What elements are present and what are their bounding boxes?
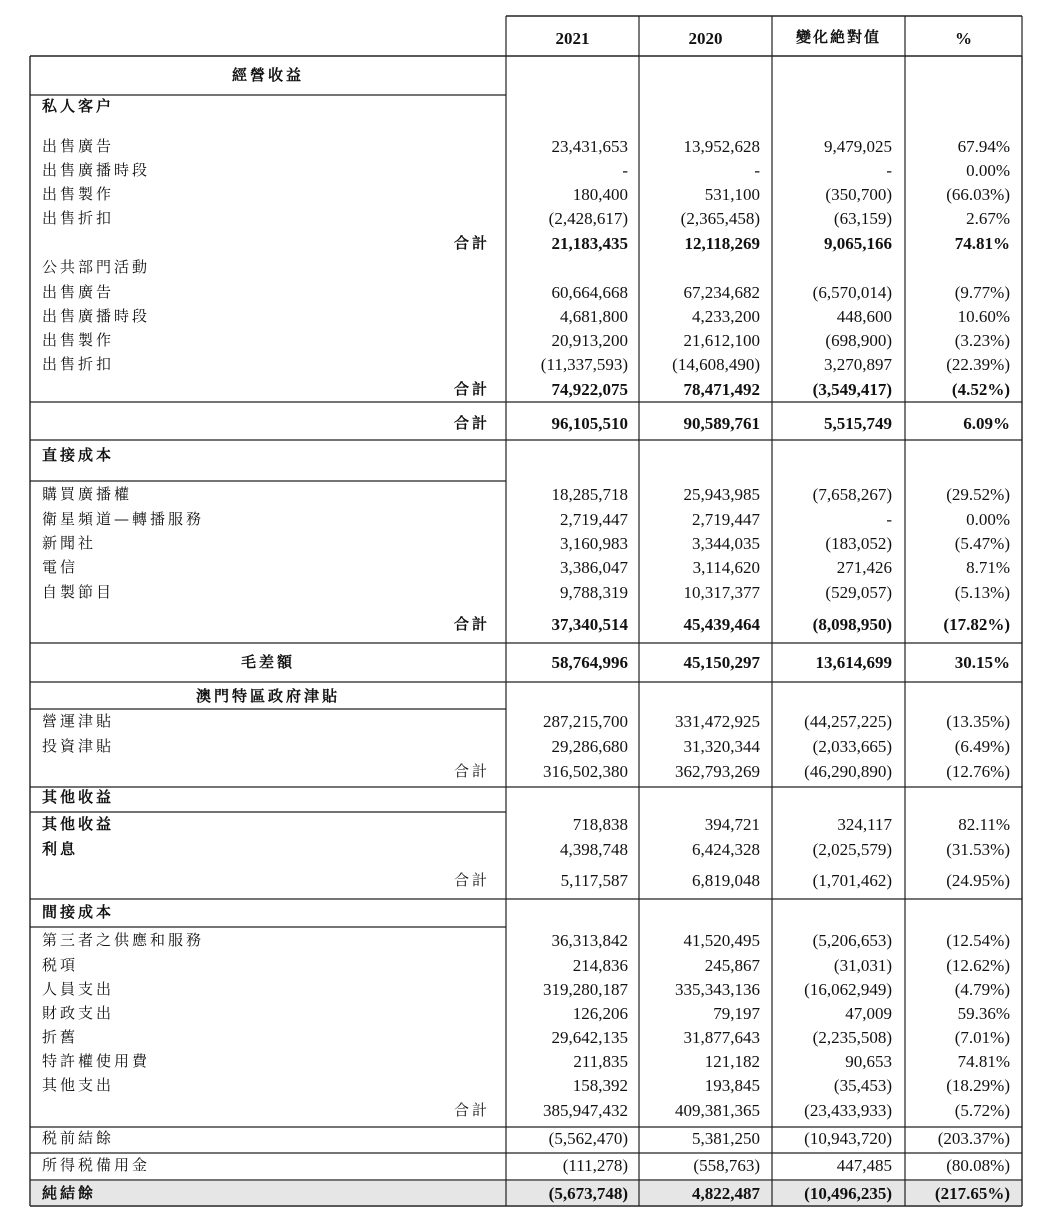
- value-percent: (18.29%): [946, 1076, 1010, 1095]
- value-percent: (217.65%): [934, 1184, 1010, 1203]
- table-row: [30, 1052, 1022, 1072]
- table-row: [30, 209, 1022, 229]
- table-row: [30, 1156, 1022, 1176]
- value-percent: (12.54%): [946, 931, 1010, 950]
- value-2020: 67,234,682: [683, 283, 760, 302]
- total-label: 合計: [453, 1101, 490, 1119]
- value-2020: 6,424,328: [692, 840, 760, 859]
- value-2021: 319,280,187: [543, 980, 628, 999]
- total-label: 合計: [453, 234, 490, 252]
- value-2020: 531,100: [704, 185, 760, 204]
- value-change: 448,600: [836, 307, 892, 326]
- value-percent: (24.95%): [946, 871, 1010, 890]
- value-2020: 45,150,297: [683, 653, 760, 672]
- value-2020: (558,763): [693, 1156, 760, 1175]
- subsection-title: 間接成本: [42, 903, 115, 921]
- value-2021: 37,340,514: [551, 615, 628, 634]
- value-percent: (12.62%): [946, 956, 1010, 975]
- row-label: 出售製作: [42, 185, 115, 203]
- value-percent: (5.72%): [954, 1101, 1010, 1120]
- value-2021: 58,764,996: [551, 653, 628, 672]
- table-row: [30, 258, 1022, 278]
- value-change: (46,290,890): [804, 762, 892, 781]
- table-row: [30, 903, 1022, 923]
- total-label: 合計: [453, 380, 490, 398]
- subsection-title: 直接成本: [42, 446, 115, 464]
- value-2021: 4,398,748: [560, 840, 628, 859]
- value-change: (529,057): [825, 583, 892, 602]
- value-2020: (2,365,458): [680, 209, 760, 228]
- total-label: 合計: [453, 414, 490, 432]
- value-change: (1,701,462): [812, 871, 892, 890]
- value-change: 3,270,897: [824, 355, 892, 374]
- total-label: 合計: [453, 615, 490, 633]
- table-row: [30, 307, 1022, 327]
- value-change: (31,031): [833, 956, 892, 975]
- value-2021: (5,673,748): [548, 1184, 628, 1203]
- value-change: -: [886, 510, 892, 529]
- row-label: 利息: [42, 840, 79, 858]
- value-percent: 0.00%: [966, 510, 1010, 529]
- row-label: 購買廣播權: [42, 485, 133, 503]
- table-row: [30, 510, 1022, 530]
- table-row: [30, 97, 1022, 117]
- value-2021: 385,947,432: [543, 1101, 628, 1120]
- row-label: 財政支出: [42, 1004, 115, 1022]
- row-label: 第三者之供應和服務: [42, 931, 205, 949]
- table-row: [30, 1004, 1022, 1024]
- value-2021: 158,392: [572, 1076, 628, 1095]
- table-row: [30, 737, 1022, 757]
- value-change: -: [886, 161, 892, 180]
- value-2020: 79,197: [713, 1004, 760, 1023]
- row-label: 所得税備用金: [42, 1156, 151, 1174]
- table-row: [30, 687, 1022, 707]
- value-2020: 90,589,761: [683, 414, 760, 433]
- value-change: (2,235,508): [812, 1028, 892, 1047]
- value-2021: 3,160,983: [560, 534, 628, 553]
- value-change: (6,570,014): [812, 283, 892, 302]
- total-row: [30, 414, 1022, 434]
- row-label: 營運津貼: [42, 712, 115, 730]
- table-row: [30, 534, 1022, 554]
- value-2020: 2,719,447: [692, 510, 760, 529]
- row-label: 人員支出: [42, 980, 115, 998]
- value-change: (10,496,235): [804, 1184, 892, 1203]
- value-change: (698,900): [825, 331, 892, 350]
- total-row: [30, 1101, 1022, 1121]
- total-row: [30, 762, 1022, 782]
- value-change: (23,433,933): [804, 1101, 892, 1120]
- value-change: (2,025,579): [812, 840, 892, 859]
- table-row: [30, 980, 1022, 1000]
- value-2020: 4,822,487: [692, 1184, 760, 1203]
- table-row: [30, 446, 1022, 466]
- table-row: [30, 815, 1022, 835]
- value-2020: 409,381,365: [675, 1101, 760, 1120]
- value-percent: 74.81%: [957, 1052, 1010, 1071]
- value-2020: 10,317,377: [683, 583, 760, 602]
- value-percent: (80.08%): [946, 1156, 1010, 1175]
- table-row: [30, 485, 1022, 505]
- value-percent: 82.11%: [958, 815, 1010, 834]
- value-change: (3,549,417): [812, 380, 892, 399]
- value-percent: (5.13%): [954, 583, 1010, 602]
- value-2021: 29,286,680: [551, 737, 628, 756]
- value-percent: (6.49%): [954, 737, 1010, 756]
- table-row: [30, 583, 1022, 603]
- total-row: [30, 234, 1022, 254]
- value-change: 90,653: [845, 1052, 892, 1071]
- value-percent: 67.94%: [957, 137, 1010, 156]
- table-row: [30, 355, 1022, 375]
- table-row: [30, 931, 1022, 951]
- value-2021: 18,285,718: [551, 485, 628, 504]
- row-label: 衛星頻道—轉播服務: [42, 510, 205, 528]
- table-row: [30, 653, 1022, 673]
- table-row: [30, 137, 1022, 157]
- value-2021: (5,562,470): [548, 1129, 628, 1148]
- value-2021: -: [622, 161, 628, 180]
- header-2021: 2021: [555, 29, 590, 48]
- value-change: 271,426: [836, 558, 892, 577]
- value-change: (63,159): [833, 209, 892, 228]
- table-row: [30, 558, 1022, 578]
- value-change: 5,515,749: [824, 414, 892, 433]
- value-2020: 362,793,269: [675, 762, 760, 781]
- row-label: 出售折扣: [42, 209, 115, 227]
- value-2020: 394,721: [704, 815, 760, 834]
- row-label: 其他收益: [42, 815, 115, 833]
- value-change: (5,206,653): [812, 931, 892, 950]
- value-percent: (5.47%): [954, 534, 1010, 553]
- value-change: (44,257,225): [804, 712, 892, 731]
- value-percent: (29.52%): [946, 485, 1010, 504]
- value-2020: 78,471,492: [683, 380, 760, 399]
- value-change: (10,943,720): [804, 1129, 892, 1148]
- value-2021: 5,117,587: [560, 871, 628, 890]
- row-label: 税前結餘: [42, 1129, 115, 1147]
- value-percent: 30.15%: [954, 653, 1010, 672]
- value-2021: 126,206: [572, 1004, 628, 1023]
- row-label: 出售廣播時段: [42, 307, 151, 325]
- row-label: 出售製作: [42, 331, 115, 349]
- table-row: [30, 840, 1022, 860]
- total-row: [30, 615, 1022, 635]
- value-change: (35,453): [833, 1076, 892, 1095]
- table-row: [30, 788, 1022, 808]
- value-percent: (17.82%): [943, 615, 1010, 634]
- value-percent: (13.35%): [946, 712, 1010, 731]
- value-change: 447,485: [836, 1156, 892, 1175]
- value-change: 47,009: [845, 1004, 892, 1023]
- value-percent: 59.36%: [957, 1004, 1010, 1023]
- value-2021: 214,836: [572, 956, 628, 975]
- value-2020: 31,320,344: [683, 737, 760, 756]
- value-percent: 8.71%: [966, 558, 1010, 577]
- row-label: 税項: [42, 956, 79, 974]
- row-label: 純結餘: [42, 1184, 97, 1202]
- section-title: 經營收益: [231, 66, 304, 84]
- value-percent: (9.77%): [954, 283, 1010, 302]
- value-change: (8,098,950): [812, 615, 892, 634]
- value-2021: 23,431,653: [551, 137, 628, 156]
- value-2021: 9,788,319: [560, 583, 628, 602]
- table-row: [30, 283, 1022, 303]
- value-2021: 316,502,380: [543, 762, 628, 781]
- row-label: 折舊: [42, 1028, 79, 1046]
- value-2020: (14,608,490): [672, 355, 760, 374]
- value-percent: (7.01%): [954, 1028, 1010, 1047]
- value-2020: 12,118,269: [684, 234, 760, 253]
- value-percent: (12.76%): [946, 762, 1010, 781]
- value-2021: 29,642,135: [551, 1028, 628, 1047]
- table-row: [30, 956, 1022, 976]
- total-row: [30, 871, 1022, 891]
- row-label: 公共部門活動: [42, 258, 151, 276]
- table-row: [30, 66, 1022, 86]
- header-2020: 2020: [688, 29, 723, 48]
- section-title: 澳門特區政府津貼: [195, 687, 340, 705]
- table-row: [30, 1028, 1022, 1048]
- value-2021: 36,313,842: [551, 931, 628, 950]
- row-label: 出售廣播時段: [42, 161, 151, 179]
- value-percent: (3.23%): [954, 331, 1010, 350]
- value-2021: 180,400: [572, 185, 628, 204]
- value-2021: (111,278): [562, 1156, 628, 1175]
- value-percent: 0.00%: [966, 161, 1010, 180]
- value-2021: 60,664,668: [551, 283, 628, 302]
- value-2020: 45,439,464: [683, 615, 760, 634]
- total-row: [30, 380, 1022, 400]
- value-2020: 13,952,628: [683, 137, 760, 156]
- value-2020: 25,943,985: [683, 485, 760, 504]
- value-2020: 41,520,495: [683, 931, 760, 950]
- subsection-title: 其他收益: [42, 788, 115, 806]
- value-2020: 4,233,200: [692, 307, 760, 326]
- value-percent: 2.67%: [966, 209, 1010, 228]
- value-change: (183,052): [825, 534, 892, 553]
- table-row: [30, 1184, 1022, 1204]
- value-2020: -: [754, 161, 760, 180]
- value-2021: 74,922,075: [551, 380, 628, 399]
- row-label: 其他支出: [42, 1076, 115, 1094]
- value-percent: 6.09%: [963, 414, 1010, 433]
- value-percent: (22.39%): [946, 355, 1010, 374]
- value-2021: 718,838: [572, 815, 628, 834]
- value-2021: 211,835: [573, 1052, 628, 1071]
- row-label: 出售廣告: [42, 137, 115, 155]
- header-percent: %: [955, 29, 972, 48]
- value-2020: 3,344,035: [692, 534, 760, 553]
- value-2020: 5,381,250: [692, 1129, 760, 1148]
- table-row: [30, 1129, 1022, 1149]
- row-label: 出售廣告: [42, 283, 115, 301]
- total-label: 合計: [453, 762, 490, 780]
- value-change: (2,033,665): [812, 737, 892, 756]
- table-row: [30, 331, 1022, 351]
- value-2020: 193,845: [704, 1076, 760, 1095]
- value-2020: 331,472,925: [675, 712, 760, 731]
- value-percent: 10.60%: [957, 307, 1010, 326]
- value-change: 9,065,166: [824, 234, 892, 253]
- value-percent: (203.37%): [937, 1129, 1010, 1148]
- value-2020: 121,182: [704, 1052, 760, 1071]
- header-change: 變化絶對值: [795, 28, 881, 46]
- value-percent: (4.52%): [951, 380, 1010, 399]
- value-2021: 20,913,200: [551, 331, 628, 350]
- value-2020: 3,114,620: [692, 558, 760, 577]
- table-row: [30, 712, 1022, 732]
- table-row: [30, 161, 1022, 181]
- value-percent: 74.81%: [954, 234, 1010, 253]
- value-2020: 31,877,643: [683, 1028, 760, 1047]
- subsection-title: 私人客户: [42, 97, 115, 115]
- value-change: 324,117: [837, 815, 892, 834]
- value-2021: 96,105,510: [551, 414, 628, 433]
- value-change: 13,614,699: [815, 653, 892, 672]
- value-2021: 4,681,800: [560, 307, 628, 326]
- row-label: 特許權使用費: [42, 1052, 151, 1070]
- value-2021: 2,719,447: [560, 510, 628, 529]
- row-label: 新聞社: [42, 534, 97, 552]
- value-2020: 335,343,136: [675, 980, 760, 999]
- value-change: (16,062,949): [804, 980, 892, 999]
- value-percent: (4.79%): [954, 980, 1010, 999]
- table-row: [30, 1076, 1022, 1096]
- value-2021: (11,337,593): [540, 355, 628, 374]
- row-label: 出售折扣: [42, 355, 115, 373]
- value-change: 9,479,025: [824, 137, 892, 156]
- row-label: 毛差額: [240, 653, 295, 671]
- value-2021: 287,215,700: [543, 712, 628, 731]
- row-label: 電信: [42, 558, 79, 576]
- row-label: 投資津貼: [42, 737, 115, 755]
- value-percent: (66.03%): [946, 185, 1010, 204]
- value-2020: 6,819,048: [692, 871, 760, 890]
- value-change: (350,700): [825, 185, 892, 204]
- value-change: (7,658,267): [812, 485, 892, 504]
- value-2021: 3,386,047: [560, 558, 628, 577]
- value-percent: (31.53%): [946, 840, 1010, 859]
- row-label: 自製節目: [42, 583, 115, 601]
- value-2021: 21,183,435: [551, 234, 628, 253]
- table-row: [30, 185, 1022, 205]
- value-2020: 21,612,100: [683, 331, 760, 350]
- value-2021: (2,428,617): [548, 209, 628, 228]
- value-2020: 245,867: [704, 956, 760, 975]
- total-label: 合計: [453, 871, 490, 889]
